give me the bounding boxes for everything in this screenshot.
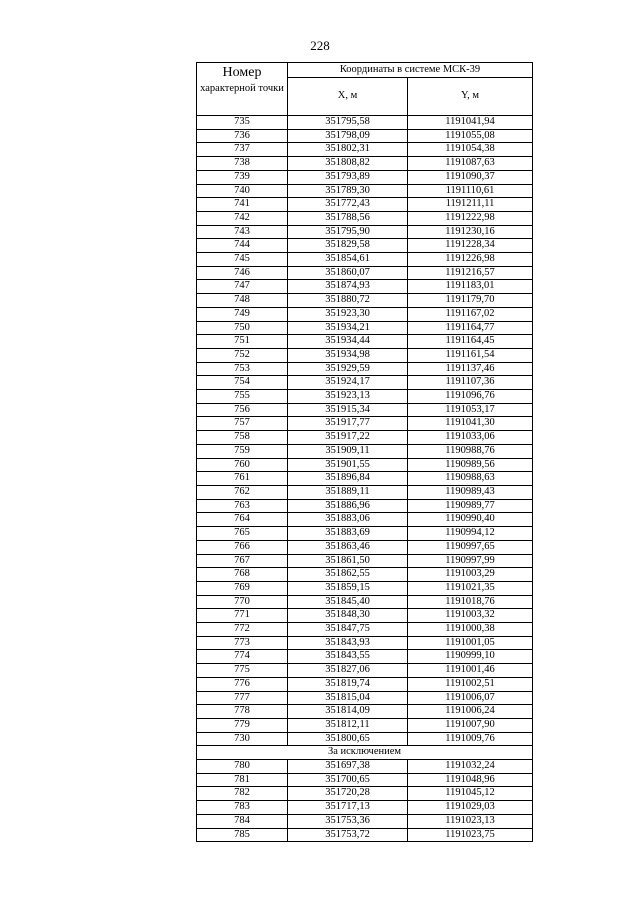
table-row: [197, 390, 533, 404]
point-number-cell: 771: [197, 609, 288, 623]
x-coordinate-cell: 351924,17: [288, 376, 408, 390]
table-row: [197, 294, 533, 308]
x-coordinate-cell: 351917,22: [288, 431, 408, 445]
point-number-cell: 781: [197, 773, 288, 787]
x-coordinate-cell: 351819,74: [288, 677, 408, 691]
x-coordinate-cell: 351848,30: [288, 609, 408, 623]
y-coordinate-cell: 1191230,16: [408, 225, 533, 239]
point-number-cell: 776: [197, 677, 288, 691]
x-coordinate-cell: 351812,11: [288, 718, 408, 732]
x-coordinate-cell: 351793,89: [288, 170, 408, 184]
table-row: [197, 787, 533, 801]
table-row: [197, 636, 533, 650]
x-coordinate-cell: 351815,04: [288, 691, 408, 705]
y-coordinate-cell: 1191018,76: [408, 595, 533, 609]
point-number-cell: 741: [197, 198, 288, 212]
x-coordinate-cell: 351901,55: [288, 458, 408, 472]
table-row: [197, 266, 533, 280]
table-row: [197, 280, 533, 294]
point-number-cell: 748: [197, 294, 288, 308]
y-coordinate-cell: 1191107,36: [408, 376, 533, 390]
x-coordinate-cell: 351883,69: [288, 527, 408, 541]
point-number-cell: 744: [197, 239, 288, 253]
x-coordinate-cell: 351917,77: [288, 417, 408, 431]
point-number-cell: 761: [197, 472, 288, 486]
y-coordinate-cell: 1191032,24: [408, 760, 533, 774]
y-coordinate-cell: 1191216,57: [408, 266, 533, 280]
point-number-cell: 760: [197, 458, 288, 472]
table-row: [197, 718, 533, 732]
point-number-cell: 783: [197, 801, 288, 815]
y-column-header: Y, м: [408, 78, 533, 116]
x-coordinate-cell: 351717,13: [288, 801, 408, 815]
table-row: [197, 664, 533, 678]
point-number-cell: 742: [197, 211, 288, 225]
y-coordinate-cell: 1191167,02: [408, 307, 533, 321]
x-coordinate-cell: 351802,31: [288, 143, 408, 157]
y-coordinate-cell: 1191003,32: [408, 609, 533, 623]
x-coordinate-cell: 351808,82: [288, 157, 408, 171]
x-coordinate-cell: 351934,44: [288, 335, 408, 349]
table-row: [197, 609, 533, 623]
table-row: [197, 554, 533, 568]
table-row: [197, 403, 533, 417]
x-coordinate-cell: 351863,46: [288, 540, 408, 554]
table-row: [197, 513, 533, 527]
point-number-cell: 778: [197, 705, 288, 719]
point-number-header: [197, 63, 288, 116]
x-coordinate-cell: 351697,38: [288, 760, 408, 774]
x-coordinate-cell: 351753,72: [288, 828, 408, 842]
y-coordinate-cell: 1191006,24: [408, 705, 533, 719]
x-coordinate-cell: 351772,43: [288, 198, 408, 212]
exclusion-label-row: [197, 746, 533, 760]
table-row: [197, 568, 533, 582]
table-row: [197, 691, 533, 705]
table-row: [197, 321, 533, 335]
point-number-cell: 747: [197, 280, 288, 294]
x-coordinate-cell: 351883,06: [288, 513, 408, 527]
point-number-cell: 754: [197, 376, 288, 390]
point-number-cell: 740: [197, 184, 288, 198]
x-coordinate-cell: 351923,13: [288, 390, 408, 404]
point-number-cell: 769: [197, 581, 288, 595]
y-coordinate-cell: 1191222,98: [408, 211, 533, 225]
point-number-cell: 785: [197, 828, 288, 842]
x-coordinate-cell: 351800,65: [288, 732, 408, 746]
point-number-cell: 738: [197, 157, 288, 171]
table-row: [197, 540, 533, 554]
y-coordinate-cell: 1191096,76: [408, 390, 533, 404]
y-coordinate-cell: 1191007,90: [408, 718, 533, 732]
table-row: [197, 170, 533, 184]
y-coordinate-cell: 1191003,29: [408, 568, 533, 582]
point-number-cell: 750: [197, 321, 288, 335]
x-coordinate-cell: 351896,84: [288, 472, 408, 486]
y-coordinate-cell: 1191090,37: [408, 170, 533, 184]
y-coordinate-cell: 1191087,63: [408, 157, 533, 171]
table-row: [197, 307, 533, 321]
y-coordinate-cell: 1191211,11: [408, 198, 533, 212]
point-number-cell: 784: [197, 814, 288, 828]
page-number: 228: [310, 38, 330, 53]
table-row: [197, 677, 533, 691]
y-coordinate-cell: 1191002,51: [408, 677, 533, 691]
y-coordinate-cell: 1190990,40: [408, 513, 533, 527]
y-coordinate-cell: 1191179,70: [408, 294, 533, 308]
point-number-cell: 766: [197, 540, 288, 554]
y-coordinate-cell: 1191110,61: [408, 184, 533, 198]
y-coordinate-cell: 1191045,12: [408, 787, 533, 801]
point-number-cell: 779: [197, 718, 288, 732]
table-row: [197, 348, 533, 362]
point-number-cell: 755: [197, 390, 288, 404]
point-number-cell: 777: [197, 691, 288, 705]
x-column-header: X, м: [288, 78, 408, 116]
point-number-cell: 770: [197, 595, 288, 609]
point-number-cell: 765: [197, 527, 288, 541]
y-coordinate-cell: 1191001,46: [408, 664, 533, 678]
point-number-cell: 775: [197, 664, 288, 678]
x-coordinate-cell: 351929,59: [288, 362, 408, 376]
y-coordinate-cell: 1191000,38: [408, 623, 533, 637]
table-row: [197, 376, 533, 390]
x-coordinate-cell: 351788,56: [288, 211, 408, 225]
point-number-cell: 759: [197, 444, 288, 458]
y-coordinate-cell: 1191001,05: [408, 636, 533, 650]
y-coordinate-cell: 1190988,63: [408, 472, 533, 486]
x-coordinate-cell: 351795,58: [288, 116, 408, 130]
table-row: [197, 828, 533, 842]
point-number-cell: 768: [197, 568, 288, 582]
point-number-cell: 735: [197, 116, 288, 130]
y-coordinate-cell: 1191041,94: [408, 116, 533, 130]
x-coordinate-cell: 351814,09: [288, 705, 408, 719]
y-coordinate-cell: 1191023,75: [408, 828, 533, 842]
x-coordinate-cell: 351915,34: [288, 403, 408, 417]
y-coordinate-cell: 1190997,65: [408, 540, 533, 554]
x-coordinate-cell: 351795,90: [288, 225, 408, 239]
table-row: [197, 732, 533, 746]
point-number-cell: 757: [197, 417, 288, 431]
y-coordinate-cell: 1190999,10: [408, 650, 533, 664]
x-coordinate-cell: 351843,55: [288, 650, 408, 664]
point-number-cell: 756: [197, 403, 288, 417]
table-row: [197, 444, 533, 458]
table-row: [197, 705, 533, 719]
table-row: [197, 116, 533, 130]
exclusion-section: [197, 746, 533, 760]
x-coordinate-cell: 351909,11: [288, 444, 408, 458]
table-row: [197, 595, 533, 609]
y-coordinate-cell: 1191053,17: [408, 403, 533, 417]
y-coordinate-cell: 1191228,34: [408, 239, 533, 253]
point-number-cell: 739: [197, 170, 288, 184]
y-coordinate-cell: 1191164,77: [408, 321, 533, 335]
table-row: [197, 814, 533, 828]
main-rows: [197, 116, 533, 746]
table-row: [197, 211, 533, 225]
y-coordinate-cell: 1190994,12: [408, 527, 533, 541]
x-coordinate-cell: 351934,21: [288, 321, 408, 335]
point-number-cell: 737: [197, 143, 288, 157]
point-number-cell: 743: [197, 225, 288, 239]
y-coordinate-cell: 1191048,96: [408, 773, 533, 787]
y-coordinate-cell: 1191054,38: [408, 143, 533, 157]
point-number-cell: 780: [197, 760, 288, 774]
y-coordinate-cell: 1191137,46: [408, 362, 533, 376]
x-coordinate-cell: 351889,11: [288, 485, 408, 499]
table-row: [197, 184, 533, 198]
point-number-title: Номер: [222, 65, 262, 80]
point-number-cell: 730: [197, 732, 288, 746]
exclusion-label: За исключением: [197, 746, 533, 760]
y-coordinate-cell: 1191006,07: [408, 691, 533, 705]
x-coordinate-cell: 351860,07: [288, 266, 408, 280]
y-coordinate-cell: 1190997,99: [408, 554, 533, 568]
x-coordinate-cell: 351859,15: [288, 581, 408, 595]
y-coordinate-cell: 1191029,03: [408, 801, 533, 815]
point-number-cell: 763: [197, 499, 288, 513]
y-coordinate-cell: 1191021,35: [408, 581, 533, 595]
y-coordinate-cell: 1191055,08: [408, 129, 533, 143]
x-coordinate-cell: 351843,93: [288, 636, 408, 650]
x-coordinate-cell: 351874,93: [288, 280, 408, 294]
point-number-cell: 782: [197, 787, 288, 801]
point-number-cell: 762: [197, 485, 288, 499]
x-coordinate-cell: 351847,75: [288, 623, 408, 637]
table-row: [197, 157, 533, 171]
table-row: [197, 129, 533, 143]
table-row: [197, 801, 533, 815]
point-number-cell: 764: [197, 513, 288, 527]
x-coordinate-cell: 351862,55: [288, 568, 408, 582]
point-number-cell: 753: [197, 362, 288, 376]
table-row: [197, 225, 533, 239]
x-coordinate-cell: 351934,98: [288, 348, 408, 362]
x-coordinate-cell: 351854,61: [288, 253, 408, 267]
y-coordinate-cell: 1191033,06: [408, 431, 533, 445]
x-coordinate-cell: 351827,06: [288, 664, 408, 678]
table-row: [197, 335, 533, 349]
x-coordinate-cell: 351886,96: [288, 499, 408, 513]
table-row: [197, 431, 533, 445]
point-number-cell: 749: [197, 307, 288, 321]
y-coordinate-cell: 1191183,01: [408, 280, 533, 294]
coordinates-table: [196, 62, 533, 842]
table-row: [197, 239, 533, 253]
table-row: [197, 143, 533, 157]
point-number-subtitle: характерной точки: [200, 83, 284, 94]
x-coordinate-cell: 351829,58: [288, 239, 408, 253]
x-coordinate-cell: 351720,28: [288, 787, 408, 801]
table-row: [197, 417, 533, 431]
y-coordinate-cell: 1191009,76: [408, 732, 533, 746]
coordinates-header: Координаты в системе МСК-39: [288, 63, 533, 78]
table-row: [197, 198, 533, 212]
x-coordinate-cell: 351923,30: [288, 307, 408, 321]
point-number-cell: 767: [197, 554, 288, 568]
x-coordinate-cell: 351789,30: [288, 184, 408, 198]
table-row: [197, 650, 533, 664]
y-coordinate-cell: 1190989,43: [408, 485, 533, 499]
x-coordinate-cell: 351700,65: [288, 773, 408, 787]
point-number-cell: 745: [197, 253, 288, 267]
table-row: [197, 485, 533, 499]
x-coordinate-cell: 351845,40: [288, 595, 408, 609]
table-row: [197, 773, 533, 787]
point-number-cell: 752: [197, 348, 288, 362]
y-coordinate-cell: 1191041,30: [408, 417, 533, 431]
table-row: [197, 253, 533, 267]
table-row: [197, 581, 533, 595]
table-row: [197, 623, 533, 637]
table-row: [197, 499, 533, 513]
table-row: [197, 472, 533, 486]
point-number-cell: 774: [197, 650, 288, 664]
y-coordinate-cell: 1190989,56: [408, 458, 533, 472]
y-coordinate-cell: 1191164,45: [408, 335, 533, 349]
y-coordinate-cell: 1191226,98: [408, 253, 533, 267]
point-number-cell: 746: [197, 266, 288, 280]
point-number-cell: 758: [197, 431, 288, 445]
table-row: [197, 527, 533, 541]
table-row: [197, 362, 533, 376]
y-coordinate-cell: 1190989,77: [408, 499, 533, 513]
x-coordinate-cell: 351880,72: [288, 294, 408, 308]
y-coordinate-cell: 1190988,76: [408, 444, 533, 458]
exclusion-rows: [197, 760, 533, 842]
y-coordinate-cell: 1191161,54: [408, 348, 533, 362]
point-number-cell: 751: [197, 335, 288, 349]
point-number-cell: 772: [197, 623, 288, 637]
x-coordinate-cell: 351753,36: [288, 814, 408, 828]
y-coordinate-cell: 1191023,13: [408, 814, 533, 828]
point-number-cell: 736: [197, 129, 288, 143]
x-coordinate-cell: 351861,50: [288, 554, 408, 568]
x-coordinate-cell: 351798,09: [288, 129, 408, 143]
table-row: [197, 760, 533, 774]
point-number-cell: 773: [197, 636, 288, 650]
table-row: [197, 458, 533, 472]
